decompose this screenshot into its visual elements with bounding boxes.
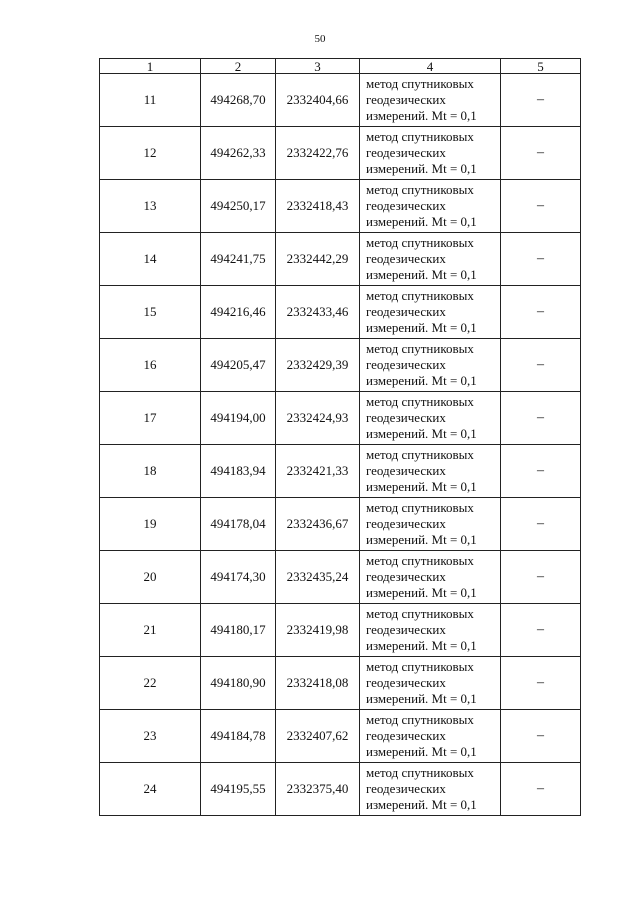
- table-body: [100, 74, 581, 816]
- method-line: измерений. Mt = 0,1: [366, 532, 477, 547]
- coord-x-cell: 494178,04: [201, 498, 276, 551]
- point-number-cell: 17: [100, 392, 201, 445]
- col5-cell: –: [501, 392, 581, 445]
- coord-x-cell: 494216,46: [201, 286, 276, 339]
- table-row: [100, 763, 581, 816]
- method-line: метод спутниковых: [366, 129, 474, 144]
- col5-cell: –: [501, 763, 581, 816]
- table-header: [100, 59, 581, 74]
- header-col-2: 2: [201, 59, 276, 74]
- table-row: [100, 127, 581, 180]
- coord-y-cell: 2332375,40: [276, 763, 360, 816]
- point-number-cell: 16: [100, 339, 201, 392]
- method-line: геодезических: [366, 304, 446, 319]
- coordinates-table: [99, 58, 581, 816]
- coord-x-cell: 494250,17: [201, 180, 276, 233]
- point-number-cell: 11: [100, 74, 201, 127]
- table-row: [100, 604, 581, 657]
- method-line: геодезических: [366, 569, 446, 584]
- coord-y-cell: 2332442,29: [276, 233, 360, 286]
- table-row: [100, 498, 581, 551]
- coord-y-cell: 2332404,66: [276, 74, 360, 127]
- coord-x-cell: 494262,33: [201, 127, 276, 180]
- header-row: [100, 59, 581, 74]
- coord-x-cell: 494180,90: [201, 657, 276, 710]
- coord-y-cell: 2332433,46: [276, 286, 360, 339]
- coord-x-cell: 494195,55: [201, 763, 276, 816]
- table-row: [100, 710, 581, 763]
- coord-x-cell: 494268,70: [201, 74, 276, 127]
- col5-cell: –: [501, 657, 581, 710]
- method-cell: [360, 604, 501, 657]
- point-number-cell: 19: [100, 498, 201, 551]
- method-line: метод спутниковых: [366, 394, 474, 409]
- method-line: геодезических: [366, 622, 446, 637]
- method-line: геодезических: [366, 198, 446, 213]
- method-cell: [360, 710, 501, 763]
- method-line: измерений. Mt = 0,1: [366, 214, 477, 229]
- method-line: измерений. Mt = 0,1: [366, 320, 477, 335]
- method-line: измерений. Mt = 0,1: [366, 691, 477, 706]
- method-line: метод спутниковых: [366, 553, 474, 568]
- method-cell: [360, 498, 501, 551]
- col5-cell: –: [501, 551, 581, 604]
- coord-y-cell: 2332422,76: [276, 127, 360, 180]
- point-number-cell: 12: [100, 127, 201, 180]
- col5-cell: –: [501, 286, 581, 339]
- method-line: геодезических: [366, 781, 446, 796]
- method-line: измерений. Mt = 0,1: [366, 797, 477, 812]
- coord-y-cell: 2332419,98: [276, 604, 360, 657]
- point-number-cell: 14: [100, 233, 201, 286]
- coord-x-cell: 494184,78: [201, 710, 276, 763]
- table-row: [100, 392, 581, 445]
- method-line: геодезических: [366, 92, 446, 107]
- col5-cell: –: [501, 445, 581, 498]
- method-cell: [360, 763, 501, 816]
- col5-cell: –: [501, 233, 581, 286]
- point-number-cell: 24: [100, 763, 201, 816]
- coord-y-cell: 2332436,67: [276, 498, 360, 551]
- method-line: геодезических: [366, 251, 446, 266]
- method-cell: [360, 127, 501, 180]
- method-line: геодезических: [366, 675, 446, 690]
- col5-cell: –: [501, 127, 581, 180]
- point-number-cell: 13: [100, 180, 201, 233]
- method-line: измерений. Mt = 0,1: [366, 638, 477, 653]
- coord-y-cell: 2332407,62: [276, 710, 360, 763]
- method-cell: [360, 657, 501, 710]
- method-cell: [360, 74, 501, 127]
- table-row: [100, 339, 581, 392]
- page-number: 50: [314, 33, 326, 45]
- method-line: метод спутниковых: [366, 765, 474, 780]
- table-row: [100, 445, 581, 498]
- coord-y-cell: 2332424,93: [276, 392, 360, 445]
- method-line: измерений. Mt = 0,1: [366, 373, 477, 388]
- method-line: измерений. Mt = 0,1: [366, 426, 477, 441]
- col5-cell: –: [501, 180, 581, 233]
- method-line: метод спутниковых: [366, 235, 474, 250]
- coord-x-cell: 494183,94: [201, 445, 276, 498]
- method-line: геодезических: [366, 516, 446, 531]
- coord-y-cell: 2332421,33: [276, 445, 360, 498]
- method-line: метод спутниковых: [366, 182, 474, 197]
- method-line: метод спутниковых: [366, 659, 474, 674]
- method-line: геодезических: [366, 728, 446, 743]
- method-cell: [360, 392, 501, 445]
- method-line: геодезических: [366, 410, 446, 425]
- col5-cell: –: [501, 710, 581, 763]
- method-line: геодезических: [366, 357, 446, 372]
- col5-cell: –: [501, 339, 581, 392]
- method-line: геодезических: [366, 145, 446, 160]
- method-cell: [360, 286, 501, 339]
- method-line: метод спутниковых: [366, 341, 474, 356]
- coord-y-cell: 2332418,08: [276, 657, 360, 710]
- table-row: [100, 233, 581, 286]
- header-col-4: 4: [360, 59, 501, 74]
- table-row: [100, 657, 581, 710]
- method-cell: [360, 233, 501, 286]
- coord-x-cell: 494174,30: [201, 551, 276, 604]
- coord-x-cell: 494180,17: [201, 604, 276, 657]
- table-row: [100, 180, 581, 233]
- table-row: [100, 551, 581, 604]
- col5-cell: –: [501, 604, 581, 657]
- method-line: метод спутниковых: [366, 288, 474, 303]
- method-line: метод спутниковых: [366, 500, 474, 515]
- method-line: измерений. Mt = 0,1: [366, 161, 477, 176]
- method-line: измерений. Mt = 0,1: [366, 108, 477, 123]
- table-row: [100, 286, 581, 339]
- method-line: измерений. Mt = 0,1: [366, 479, 477, 494]
- method-line: измерений. Mt = 0,1: [366, 585, 477, 600]
- coord-x-cell: 494194,00: [201, 392, 276, 445]
- col5-cell: –: [501, 498, 581, 551]
- method-line: измерений. Mt = 0,1: [366, 744, 477, 759]
- header-col-1: 1: [100, 59, 201, 74]
- method-line: метод спутниковых: [366, 447, 474, 462]
- point-number-cell: 21: [100, 604, 201, 657]
- coord-y-cell: 2332429,39: [276, 339, 360, 392]
- header-col-3: 3: [276, 59, 360, 74]
- col5-cell: –: [501, 74, 581, 127]
- coord-x-cell: 494205,47: [201, 339, 276, 392]
- method-line: измерений. Mt = 0,1: [366, 267, 477, 282]
- table-row: [100, 74, 581, 127]
- point-number-cell: 15: [100, 286, 201, 339]
- point-number-cell: 20: [100, 551, 201, 604]
- coord-y-cell: 2332435,24: [276, 551, 360, 604]
- header-col-5: 5: [501, 59, 581, 74]
- method-line: метод спутниковых: [366, 712, 474, 727]
- method-line: геодезических: [366, 463, 446, 478]
- point-number-cell: 22: [100, 657, 201, 710]
- method-line: метод спутниковых: [366, 76, 474, 91]
- method-cell: [360, 180, 501, 233]
- method-cell: [360, 551, 501, 604]
- point-number-cell: 18: [100, 445, 201, 498]
- coord-x-cell: 494241,75: [201, 233, 276, 286]
- method-cell: [360, 445, 501, 498]
- method-cell: [360, 339, 501, 392]
- point-number-cell: 23: [100, 710, 201, 763]
- method-line: метод спутниковых: [366, 606, 474, 621]
- coord-y-cell: 2332418,43: [276, 180, 360, 233]
